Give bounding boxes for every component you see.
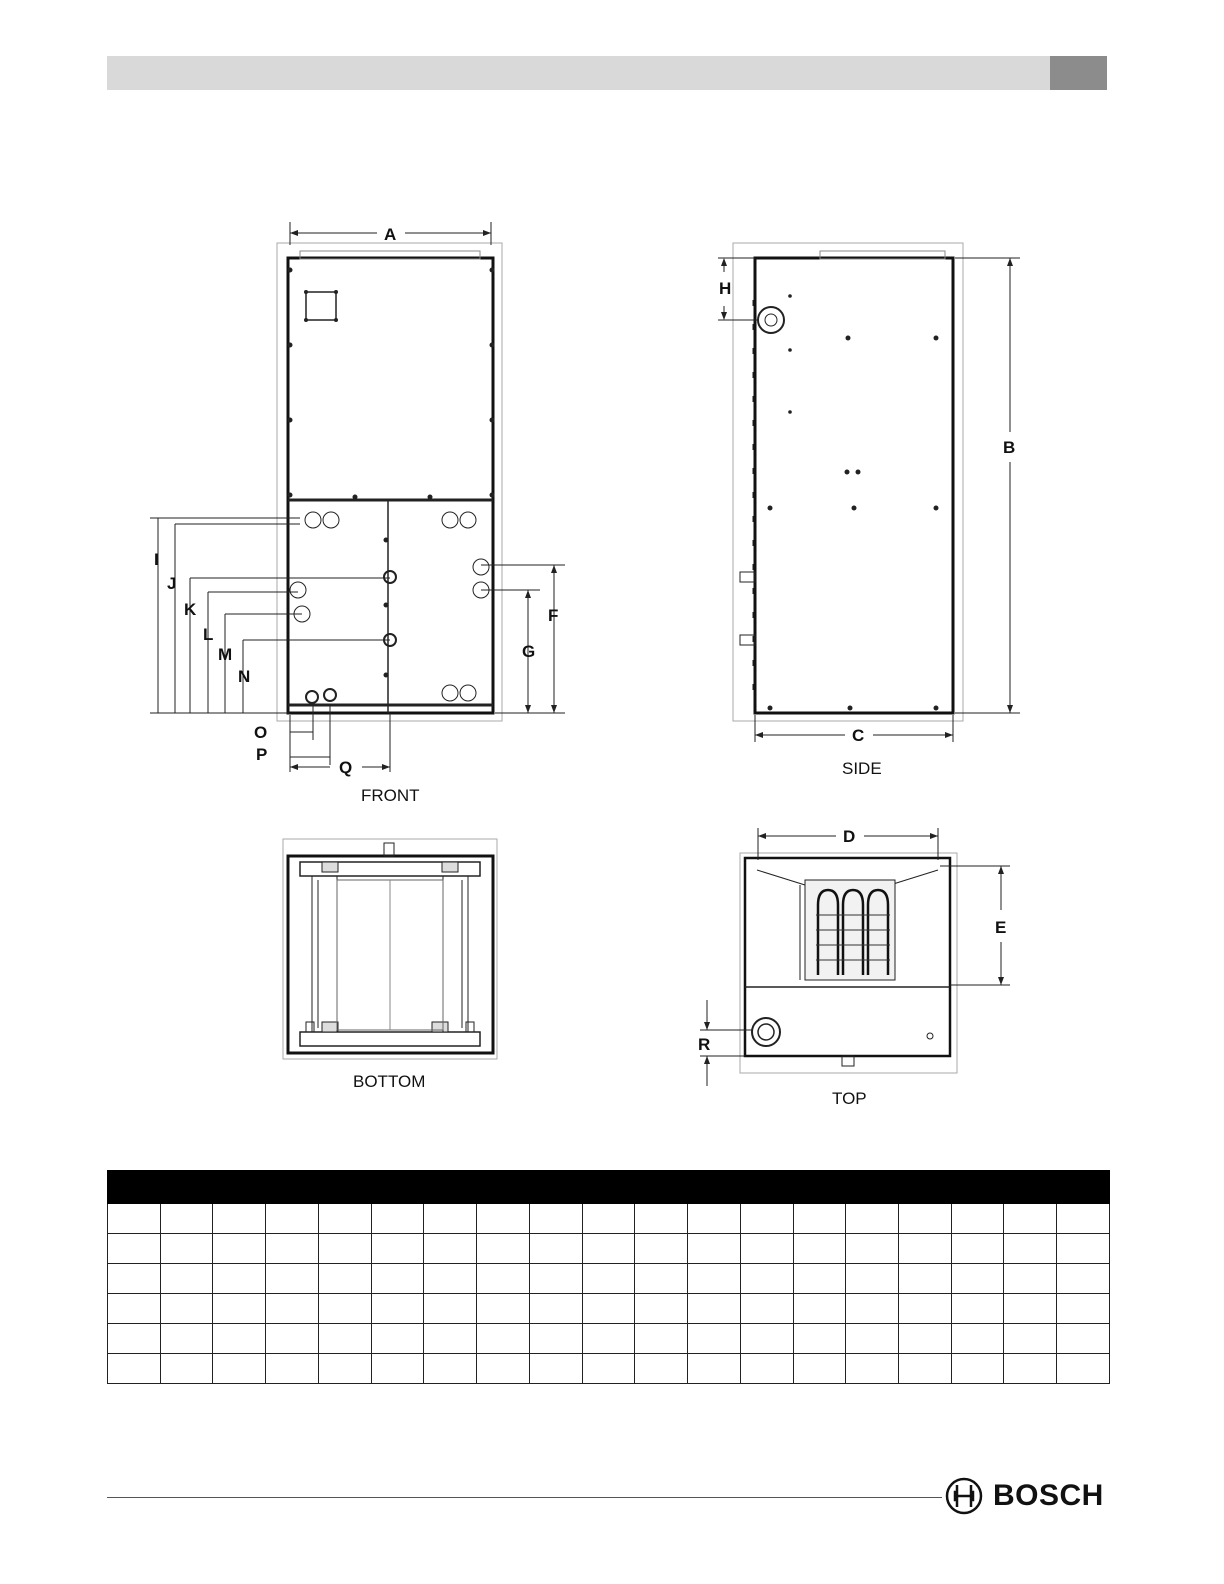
table-cell bbox=[266, 1204, 319, 1234]
table-cell bbox=[1057, 1324, 1110, 1354]
table-cell bbox=[477, 1234, 530, 1264]
table-cell bbox=[740, 1234, 793, 1264]
table-cell bbox=[529, 1324, 582, 1354]
table-cell bbox=[266, 1234, 319, 1264]
table-cell bbox=[108, 1264, 161, 1294]
table-cell bbox=[1004, 1294, 1057, 1324]
dim-label-c: C bbox=[852, 726, 865, 745]
table-cell bbox=[160, 1204, 213, 1234]
table-cell bbox=[688, 1204, 741, 1234]
table-cell bbox=[424, 1204, 477, 1234]
table-cell bbox=[266, 1264, 319, 1294]
table-cell bbox=[582, 1354, 635, 1384]
table-cell bbox=[740, 1204, 793, 1234]
table-cell bbox=[793, 1234, 846, 1264]
table-cell bbox=[424, 1264, 477, 1294]
table-cell bbox=[740, 1294, 793, 1324]
footer-rule bbox=[107, 1497, 942, 1498]
table-row bbox=[108, 1264, 1110, 1294]
table-cell bbox=[899, 1324, 952, 1354]
table-cell bbox=[371, 1234, 424, 1264]
dim-label-p: P bbox=[256, 745, 268, 764]
table-cell bbox=[1004, 1264, 1057, 1294]
table-cell bbox=[318, 1234, 371, 1264]
dim-label-o: O bbox=[254, 723, 268, 742]
table-header-row bbox=[108, 1171, 1110, 1204]
dim-label-g: G bbox=[522, 642, 536, 661]
table-cell bbox=[793, 1294, 846, 1324]
table-cell bbox=[213, 1294, 266, 1324]
table-cell bbox=[951, 1294, 1004, 1324]
table-cell bbox=[477, 1264, 530, 1294]
table-cell bbox=[846, 1264, 899, 1294]
dim-label-m: M bbox=[218, 645, 233, 664]
table-cell bbox=[846, 1234, 899, 1264]
dim-label-i: I bbox=[154, 550, 159, 569]
brand-name: BOSCH bbox=[993, 1479, 1104, 1512]
table-cell bbox=[846, 1354, 899, 1384]
table-cell bbox=[108, 1324, 161, 1354]
table-cell bbox=[108, 1294, 161, 1324]
table-cell bbox=[213, 1204, 266, 1234]
table-cell bbox=[1004, 1204, 1057, 1234]
table-cell bbox=[582, 1294, 635, 1324]
table-cell bbox=[582, 1324, 635, 1354]
table-cell bbox=[1057, 1354, 1110, 1384]
table-cell bbox=[635, 1294, 688, 1324]
table-cell bbox=[477, 1294, 530, 1324]
table-cell bbox=[160, 1294, 213, 1324]
table-cell bbox=[846, 1324, 899, 1354]
table-cell bbox=[318, 1204, 371, 1234]
view-caption-bottom: BOTTOM bbox=[353, 1072, 426, 1091]
dim-label-q: Q bbox=[339, 758, 353, 777]
table-cell bbox=[1057, 1234, 1110, 1264]
table-cell bbox=[266, 1294, 319, 1324]
table-cell bbox=[477, 1324, 530, 1354]
table-cell bbox=[740, 1354, 793, 1384]
table-cell bbox=[582, 1264, 635, 1294]
table-cell bbox=[793, 1264, 846, 1294]
table-cell bbox=[951, 1234, 1004, 1264]
table-cell bbox=[424, 1234, 477, 1264]
table-cell bbox=[213, 1264, 266, 1294]
table-cell bbox=[371, 1264, 424, 1294]
table-cell bbox=[899, 1354, 952, 1384]
table-cell bbox=[213, 1324, 266, 1354]
table-cell bbox=[688, 1264, 741, 1294]
dim-label-k: K bbox=[184, 600, 197, 619]
view-caption-front: FRONT bbox=[361, 786, 420, 805]
table-cell bbox=[424, 1324, 477, 1354]
table-cell bbox=[688, 1234, 741, 1264]
table-cell bbox=[951, 1354, 1004, 1384]
table-cell bbox=[477, 1354, 530, 1384]
dim-label-a: A bbox=[384, 225, 397, 244]
table-cell bbox=[635, 1354, 688, 1384]
bottom-view bbox=[283, 839, 497, 1059]
table-cell bbox=[688, 1324, 741, 1354]
table-row bbox=[108, 1354, 1110, 1384]
table-cell bbox=[266, 1354, 319, 1384]
table-cell bbox=[740, 1324, 793, 1354]
dim-label-r: R bbox=[698, 1035, 711, 1054]
dim-label-d: D bbox=[843, 827, 856, 846]
table-row bbox=[108, 1324, 1110, 1354]
table-cell bbox=[160, 1234, 213, 1264]
table-cell bbox=[688, 1354, 741, 1384]
table-cell bbox=[160, 1264, 213, 1294]
table-cell bbox=[529, 1294, 582, 1324]
table-cell bbox=[793, 1354, 846, 1384]
table-cell bbox=[160, 1324, 213, 1354]
table-cell bbox=[1057, 1264, 1110, 1294]
table-cell bbox=[582, 1234, 635, 1264]
dim-label-b: B bbox=[1003, 438, 1016, 457]
table-cell bbox=[318, 1264, 371, 1294]
table-cell bbox=[529, 1234, 582, 1264]
table-cell bbox=[635, 1324, 688, 1354]
table-cell bbox=[371, 1324, 424, 1354]
table-cell bbox=[951, 1324, 1004, 1354]
table-cell bbox=[1004, 1324, 1057, 1354]
table-cell bbox=[1057, 1294, 1110, 1324]
table-cell bbox=[951, 1264, 1004, 1294]
table-cell bbox=[688, 1294, 741, 1324]
dim-label-h: H bbox=[719, 279, 732, 298]
table-cell bbox=[371, 1294, 424, 1324]
table-cell bbox=[582, 1204, 635, 1234]
table-cell bbox=[213, 1354, 266, 1384]
table-cell bbox=[846, 1294, 899, 1324]
table-cell bbox=[477, 1204, 530, 1234]
table-cell bbox=[108, 1354, 161, 1384]
table-cell bbox=[108, 1204, 161, 1234]
table-cell bbox=[793, 1324, 846, 1354]
table-cell bbox=[1004, 1354, 1057, 1384]
table-cell bbox=[108, 1234, 161, 1264]
table-cell bbox=[635, 1234, 688, 1264]
table-cell bbox=[371, 1354, 424, 1384]
dim-label-j: J bbox=[167, 574, 177, 593]
table-cell bbox=[529, 1354, 582, 1384]
table-row bbox=[108, 1294, 1110, 1324]
table-cell bbox=[371, 1204, 424, 1234]
table-cell bbox=[1057, 1204, 1110, 1234]
table-row bbox=[108, 1204, 1110, 1234]
table-cell bbox=[424, 1294, 477, 1324]
table-cell bbox=[899, 1294, 952, 1324]
table-cell bbox=[529, 1204, 582, 1234]
table-cell bbox=[899, 1264, 952, 1294]
view-caption-top: TOP bbox=[832, 1089, 867, 1108]
dim-label-e: E bbox=[995, 918, 1007, 937]
dimension-table bbox=[107, 1170, 1110, 1384]
brand bbox=[945, 1476, 1104, 1516]
view-caption-side: SIDE bbox=[842, 759, 882, 778]
table-cell bbox=[266, 1324, 319, 1354]
table-cell bbox=[529, 1264, 582, 1294]
table-cell bbox=[740, 1264, 793, 1294]
bosch-armature-logo-icon bbox=[945, 1477, 983, 1515]
dim-label-n: N bbox=[238, 667, 251, 686]
table-cell bbox=[951, 1204, 1004, 1234]
top-view bbox=[700, 828, 1010, 1086]
dim-label-f: F bbox=[548, 606, 559, 625]
front-view bbox=[150, 222, 565, 772]
dim-label-l: L bbox=[203, 625, 214, 644]
side-view bbox=[718, 243, 1020, 742]
table-cell bbox=[424, 1354, 477, 1384]
table-cell bbox=[318, 1324, 371, 1354]
table-header bbox=[108, 1171, 1110, 1204]
table-cell bbox=[635, 1264, 688, 1294]
table-cell bbox=[846, 1204, 899, 1234]
table-cell bbox=[1004, 1234, 1057, 1264]
table-cell bbox=[635, 1204, 688, 1234]
table-cell bbox=[899, 1234, 952, 1264]
table-cell bbox=[213, 1234, 266, 1264]
table-cell bbox=[793, 1204, 846, 1234]
table-body bbox=[108, 1204, 1110, 1384]
table-cell bbox=[160, 1354, 213, 1384]
table-row bbox=[108, 1234, 1110, 1264]
table-cell bbox=[318, 1294, 371, 1324]
table-cell bbox=[318, 1354, 371, 1384]
table-cell bbox=[899, 1204, 952, 1234]
